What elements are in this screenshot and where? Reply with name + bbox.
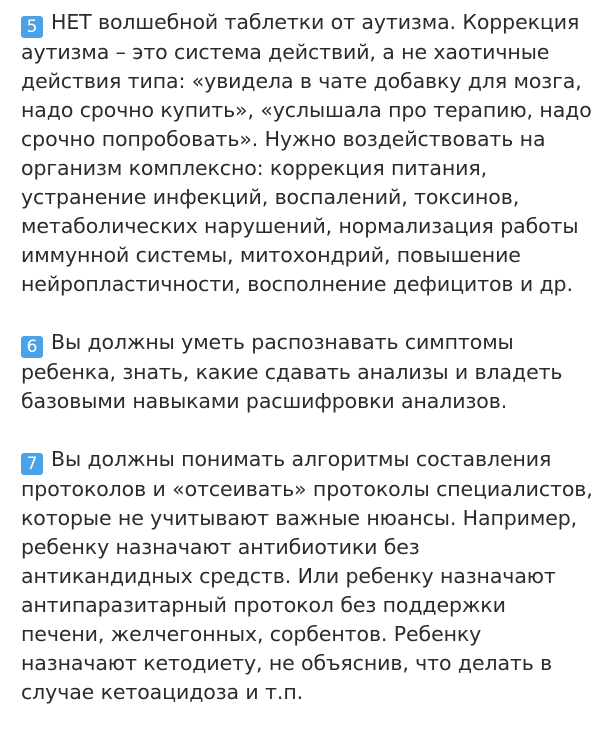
- post-body: [21, 8, 593, 736]
- paragraph-5-text: НЕТ волшебной таблетки от аутизма. Коррекция аутизма – это система действий, а не хаотичные действия типа: «увидела в чате добавку для мозга, надо срочно купить», «услышала про терапию, надо срочно попробовать». Нужно воздействовать на организм комплексно: коррекция питания, устранение инфекций, воспалений, токсинов, метаболических нарушений, нормализация работы иммунной системы, митохондрий, повышение нейропластичности, восполнение дефицитов и др.: [21, 10, 592, 296]
- paragraph-7: [21, 445, 593, 707]
- keycap-5-icon: 5: [21, 16, 43, 38]
- paragraph-6-text: Вы должны уметь распознавать симптомы ребенка, знать, какие сдавать анализы и владеть базовыми навыками расшифровки анализов.: [21, 330, 563, 413]
- paragraph-5: [21, 8, 593, 299]
- keycap-6-icon: 6: [21, 336, 43, 358]
- paragraph-6: [21, 328, 593, 416]
- keycap-7-icon: 7: [21, 453, 43, 475]
- paragraph-7-text: Вы должны понимать алгоритмы составления протоколов и «отсеивать» протоколы специалистов, которые не учитывают важные нюансы. Например, ребенку назначают антибиотики без антикандидных средств. Или ребенку назначают антипаразитарный протокол без поддержки печени, желчегонных, сорбентов. Ребенку назначают кетодиету, не объяснив, что делать в случае кетоацидоза и т.п.: [21, 447, 593, 704]
